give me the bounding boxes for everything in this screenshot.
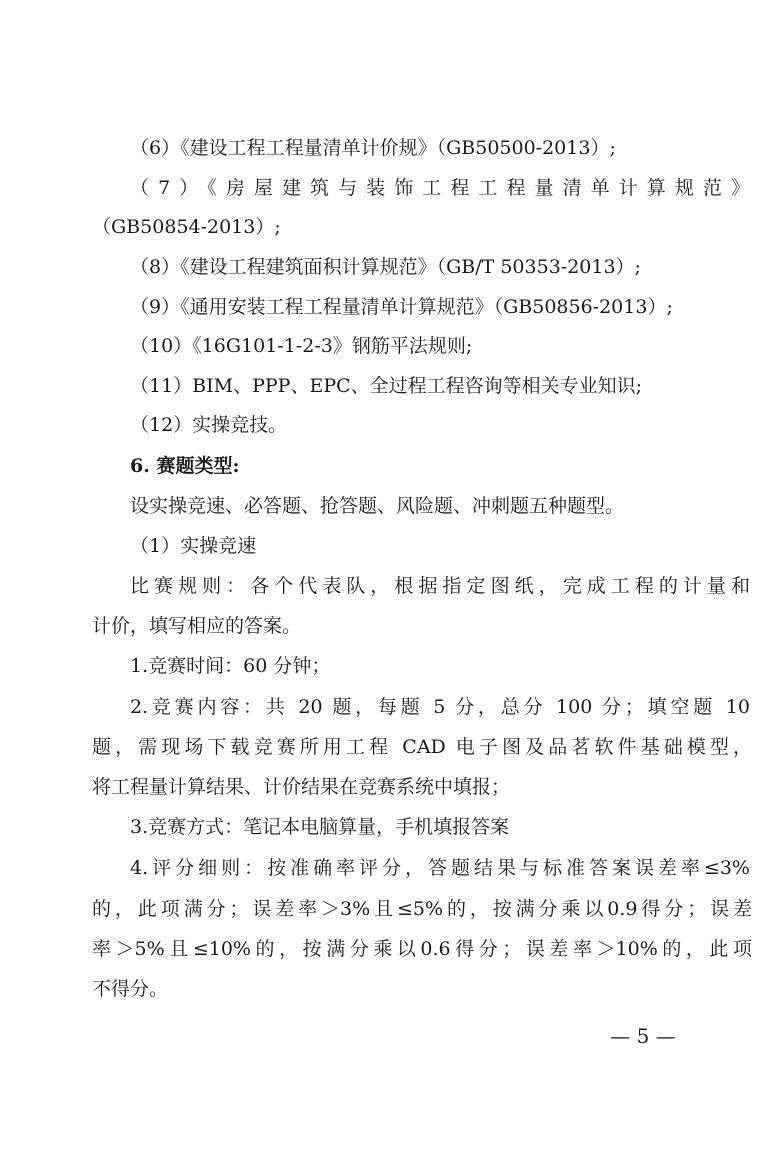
rule-item-2: 2.竞赛内容：共 20 题，每题 5 分，总分 100 分；填空题 10 [130,696,750,718]
rule-item-2-continued: 题，需现场下载竞赛所用工程 CAD 电子图及品茗软件基础模型， [92,736,752,758]
list-item-12: （12）实操竞技。 [130,414,288,436]
rule-item-2-continued: 将工程量计算结果、计价结果在竞赛系统中填报； [92,776,511,798]
rule-item-4-continued: 率＞5%且≤10%的，按满分乘以0.6得分；误差率＞10%的，此项 [92,938,752,960]
list-item-7-continued: （GB50854-2013）; [92,216,281,238]
list-item-8: （8）《建设工程建筑面积计算规范》（GB/T 50353-2013）; [130,256,641,278]
list-item-11: （11）BIM、PPP、EPC、全过程工程咨询等相关专业知识; [130,375,643,397]
rule-item-4: 4.评分细则：按准确率评分，答题结果与标准答案误差率≤3% [130,857,750,879]
rule-item-4-continued: 的，此项满分；误差率＞3%且≤5%的，按满分乘以0.9得分；误差 [92,898,752,920]
rule-item-3: 3.竞赛方式：笔记本电脑算量，手机填报答案 [130,816,510,838]
paragraph: 设实操竞速、必答题、抢答题、风险题、冲刺题五种题型。 [130,495,625,517]
rule-item-1: 1.竞赛时间：60 分钟； [130,655,331,677]
paragraph: 比赛规则：各个代表队，根据指定图纸，完成工程的计量和 [130,575,750,597]
list-item-9: （9）《通用安装工程工程量清单计算规范》（GB50856-2013）; [130,296,673,318]
list-item-6: （6）《建设工程工程量清单计价规》（GB50500-2013）; [130,137,616,159]
rule-item-4-continued: 不得分。 [92,978,169,1000]
page-number: — 5 — [610,1024,676,1048]
section-heading: 6. 赛题类型: [130,455,240,477]
paragraph-continued: 计价，填写相应的答案。 [92,615,302,637]
list-item-7: （7）《房屋建筑与装饰工程工程量清单计算规范》 [130,177,750,199]
subsection-title: （1）实操竞速 [130,535,257,557]
list-item-10: （10）《16G101-1-2-3》钢筋平法规则; [130,335,473,357]
